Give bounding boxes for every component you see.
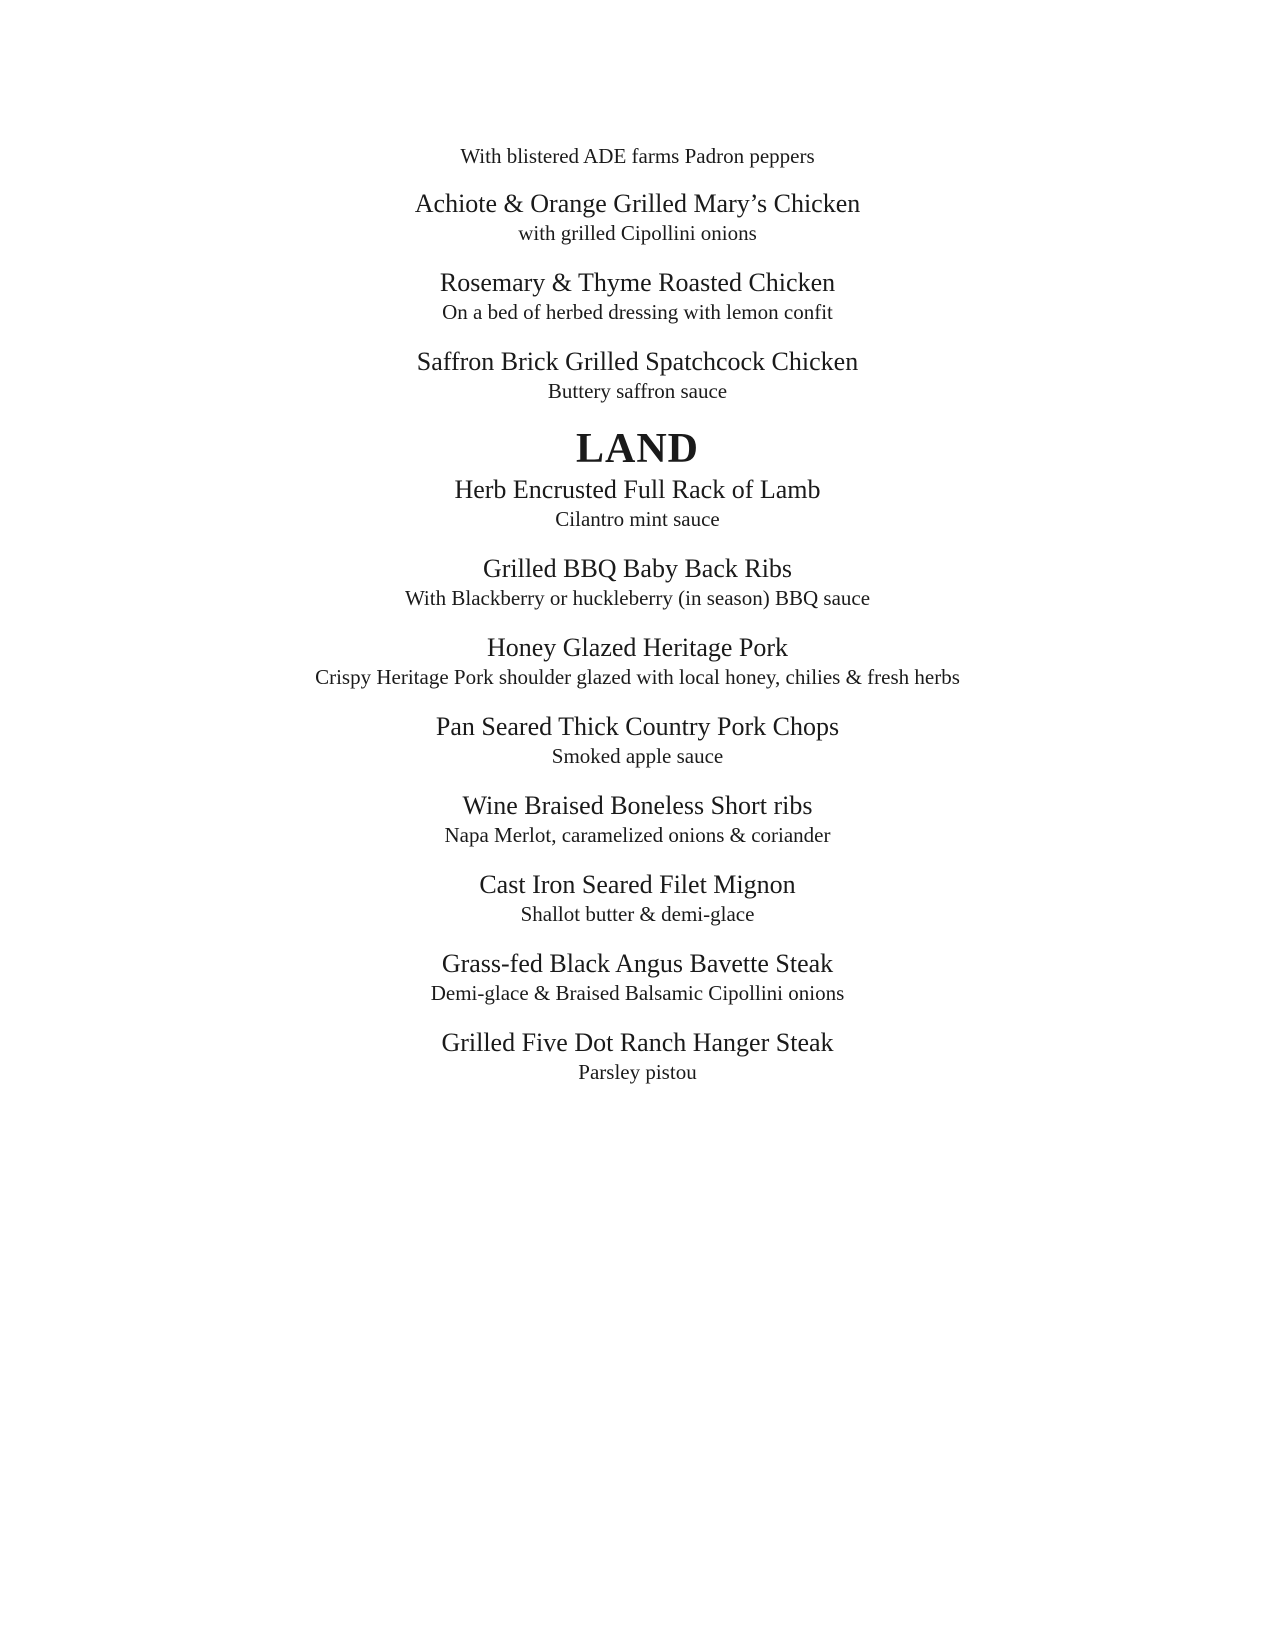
menu-item-description: Shallot butter & demi-glace <box>520 902 755 926</box>
menu-item <box>0 346 1275 404</box>
menu-item <box>0 711 1275 769</box>
menu-item <box>0 474 1275 532</box>
menu-item-description: Buttery saffron sauce <box>547 379 728 403</box>
menu-item-description: Napa Merlot, caramelized onions & coriander <box>444 823 831 847</box>
menu-item-name: Wine Braised Boneless Short ribs <box>462 791 813 820</box>
menu-item-name: Achiote & Orange Grilled Mary’s Chicken <box>414 189 861 218</box>
menu-item-name: Honey Glazed Heritage Pork <box>486 633 789 662</box>
menu-item <box>0 948 1275 1006</box>
menu-item <box>0 632 1275 690</box>
menu-item-name: Grilled Five Dot Ranch Hanger Steak <box>441 1028 834 1057</box>
menu-item-name: Grilled BBQ Baby Back Ribs <box>482 554 793 583</box>
menu-item-name: Cast Iron Seared Filet Mignon <box>479 870 796 899</box>
menu-item-description: Demi-glace & Braised Balsamic Cipollini onions <box>430 981 845 1005</box>
menu-item-name: Pan Seared Thick Country Pork Chops <box>435 712 840 741</box>
menu-item <box>0 553 1275 611</box>
section-heading-land: LAND <box>575 426 699 472</box>
menu-item-name: Grass-fed Black Angus Bavette Steak <box>441 949 834 978</box>
menu-item <box>0 267 1275 325</box>
menu-item <box>0 188 1275 246</box>
menu-item <box>0 1027 1275 1085</box>
menu-item-description: With Blackberry or huckleberry (in season) BBQ sauce <box>404 586 871 610</box>
menu-item <box>0 790 1275 848</box>
menu-item-description: Parsley pistou <box>578 1060 697 1084</box>
intro-description: With blistered ADE farms Padron peppers <box>460 144 815 168</box>
menu-item <box>0 869 1275 927</box>
menu-item-description: On a bed of herbed dressing with lemon confit <box>442 300 833 324</box>
menu-item-description: Smoked apple sauce <box>551 744 724 768</box>
menu-item-description: Crispy Heritage Pork shoulder glazed with local honey, chilies & fresh herbs <box>315 665 960 689</box>
menu-item-description: Cilantro mint sauce <box>555 507 720 531</box>
menu-item-name: Saffron Brick Grilled Spatchcock Chicken <box>416 347 859 376</box>
menu-item-name: Herb Encrusted Full Rack of Lamb <box>454 475 821 504</box>
menu-item-name: Rosemary & Thyme Roasted Chicken <box>439 268 836 297</box>
menu-item-description: with grilled Cipollini onions <box>518 221 757 245</box>
